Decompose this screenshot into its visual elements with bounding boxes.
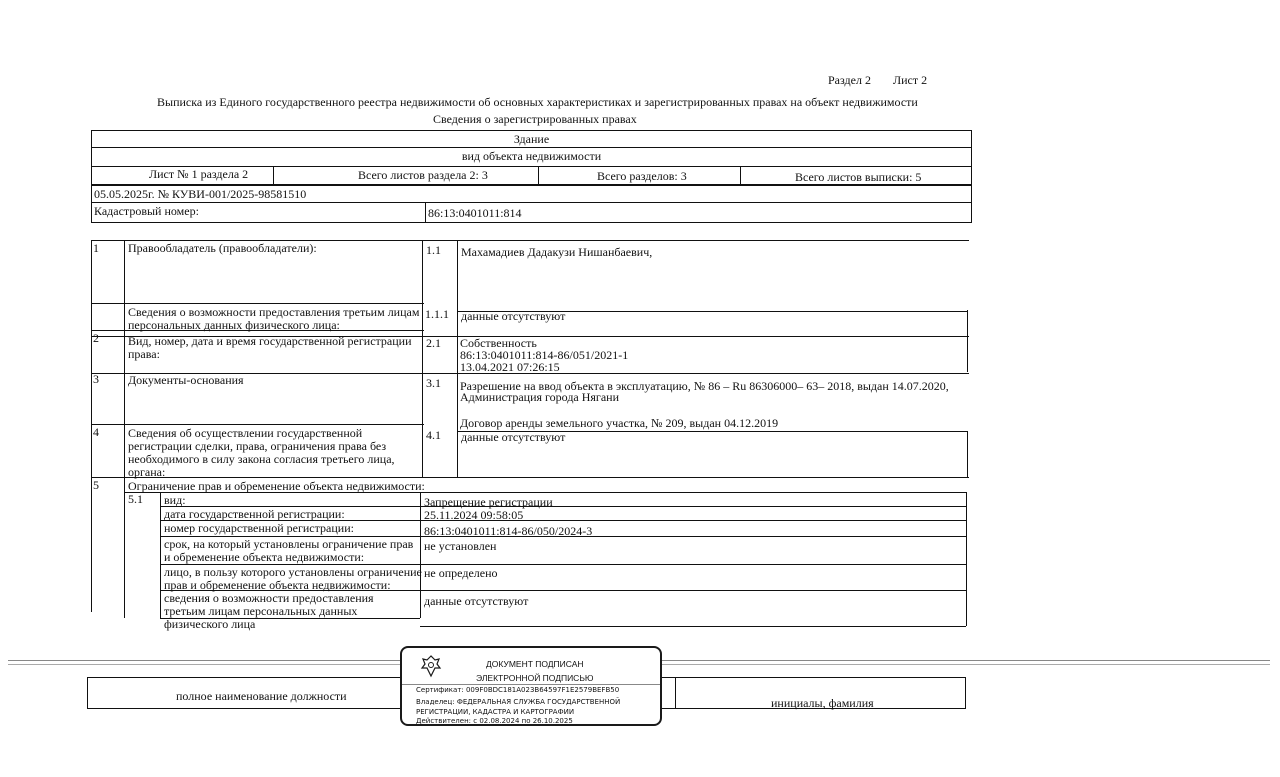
stamp-title-2: ЭЛЕКТРОННОЙ ПОДПИСЬЮ	[476, 673, 594, 683]
restriction-term-label: срок, на который установлены ограничение прав и обременение объекта недвижимости:	[164, 537, 414, 564]
object-type-caption: вид объекта недвижимости	[461, 149, 602, 163]
row-2-number: 2	[93, 331, 99, 345]
cadastral-number: 86:13:0401011:814	[428, 206, 522, 220]
row-3-label: Документы-основания	[128, 373, 244, 387]
row-3-document-2: Договор аренды земельного участка, № 209, выдан 04.12.2019	[460, 416, 779, 430]
doc-number-box	[91, 185, 972, 223]
row-1-1-1-sub: 1.1.1	[425, 307, 449, 321]
row-1-number: 1	[93, 241, 99, 255]
total-sheets: Всего листов выписки: 5	[795, 170, 922, 184]
restriction-date-label: дата государственной регистрации:	[164, 507, 345, 521]
sheet-of-section: Лист № 1 раздела 2	[149, 167, 249, 181]
row-1-1-1-label: Сведения о возможности предоставления третьим лицам персональных данных физического лица:	[128, 305, 420, 332]
sheets-row	[91, 166, 972, 185]
row-1-label: Правообладатель (правообладатели):	[128, 241, 317, 255]
stamp-owner-2: РЕГИСТРАЦИИ, КАДАСТРА И КАРТОГРАФИИ	[416, 708, 575, 716]
row-1-value: Махамадиев Дадакузи Нишанбаевич,	[461, 245, 653, 259]
row-3-sub: 3.1	[426, 376, 441, 390]
row-2-sub: 2.1	[426, 336, 441, 350]
restriction-personal-data-label: сведения о возможности предоставления третьим лицам персональных данных физического лица	[164, 591, 374, 631]
document-subtitle: Сведения о зарегистрированных правах	[433, 112, 637, 126]
row-3-number: 3	[93, 372, 99, 386]
emblem-icon	[420, 654, 442, 678]
restriction-number-label: номер государственной регистрации:	[164, 521, 354, 535]
row-5-label: Ограничение прав и обременение объекта недвижимости:	[128, 479, 425, 493]
total-sheets-section: Всего листов раздела 2: 3	[358, 168, 488, 182]
row-4-sub: 4.1	[426, 428, 441, 442]
object-type-box	[91, 130, 972, 167]
row-1-sub: 1.1	[426, 243, 441, 257]
row-4-number: 4	[93, 425, 99, 439]
restriction-personal-data-value: данные отсутствуют	[424, 594, 529, 608]
row-2-reg-number: 86:13:0401011:814-86/051/2021-1	[460, 348, 629, 362]
restriction-date-value: 25.11.2024 09:58:05	[424, 508, 524, 522]
cadastral-label: Кадастровый номер:	[94, 204, 199, 218]
restriction-beneficiary-label: лицо, в пользу которого установлены ограничение прав и обременение объекта недвижимости:	[164, 565, 422, 592]
total-sections: Всего разделов: 3	[597, 169, 687, 183]
row-4-label: Сведения об осуществлении государственной регистрации сделки, права, ограничения права без необходимого в силу закона согласия третьего лица, органа:	[128, 426, 395, 479]
position-label: полное наименование должности	[176, 689, 347, 703]
stamp-validity: Действителен: с 02.08.2024 по 26.10.2025	[416, 717, 573, 725]
restriction-number-value: 86:13:0401011:814-86/050/2024-3	[424, 524, 593, 538]
doc-number: 05.05.2025г. № КУВИ-001/2025-98581510	[94, 187, 307, 201]
sheet-label: Лист 2	[893, 73, 928, 87]
document-title: Выписка из Единого государственного реестра недвижимости об основных характеристиках и зарегистрированных правах на объект недвижимости	[157, 95, 918, 109]
row-4-value: данные отсутствуют	[461, 430, 566, 444]
stamp-title-1: ДОКУМЕНТ ПОДПИСАН	[486, 659, 584, 669]
stamp-certificate: Сертификат: 009F0BDC181A023B64597F1E2579BEFB50	[416, 686, 620, 694]
row-3-document-1: Разрешение на ввод объекта в эксплуатацию, № 86 – Ru 86306000– 63– 2018, выдан 14.07.2020,	[460, 379, 949, 393]
restriction-term-value: не установлен	[424, 539, 497, 553]
restriction-beneficiary-value: не определено	[424, 566, 498, 580]
row-2-reg-date: 13.04.2021 07:26:15	[460, 360, 560, 374]
restriction-sub: 5.1	[128, 492, 143, 506]
object-type: Здание	[513, 132, 550, 146]
row-5-number: 5	[93, 478, 99, 492]
restriction-type-value: Запрещение регистрации	[424, 495, 553, 509]
row-1-1-1-value: данные отсутствуют	[461, 309, 566, 323]
name-label: инициалы, фамилия	[771, 696, 874, 710]
electronic-signature-stamp	[400, 646, 662, 726]
row-2-right-type: Собственность	[460, 336, 537, 350]
stamp-owner-1: Владелец: ФЕДЕРАЛЬНАЯ СЛУЖБА ГОСУДАРСТВЕННОЙ	[416, 698, 621, 706]
row-3-document-1-issuer: Администрация города Нягани	[460, 390, 620, 404]
row-2-label: Вид, номер, дата и время государственной регистрации права:	[128, 334, 412, 361]
restriction-type-label: вид:	[164, 493, 186, 507]
section-label: Раздел 2	[828, 73, 871, 87]
